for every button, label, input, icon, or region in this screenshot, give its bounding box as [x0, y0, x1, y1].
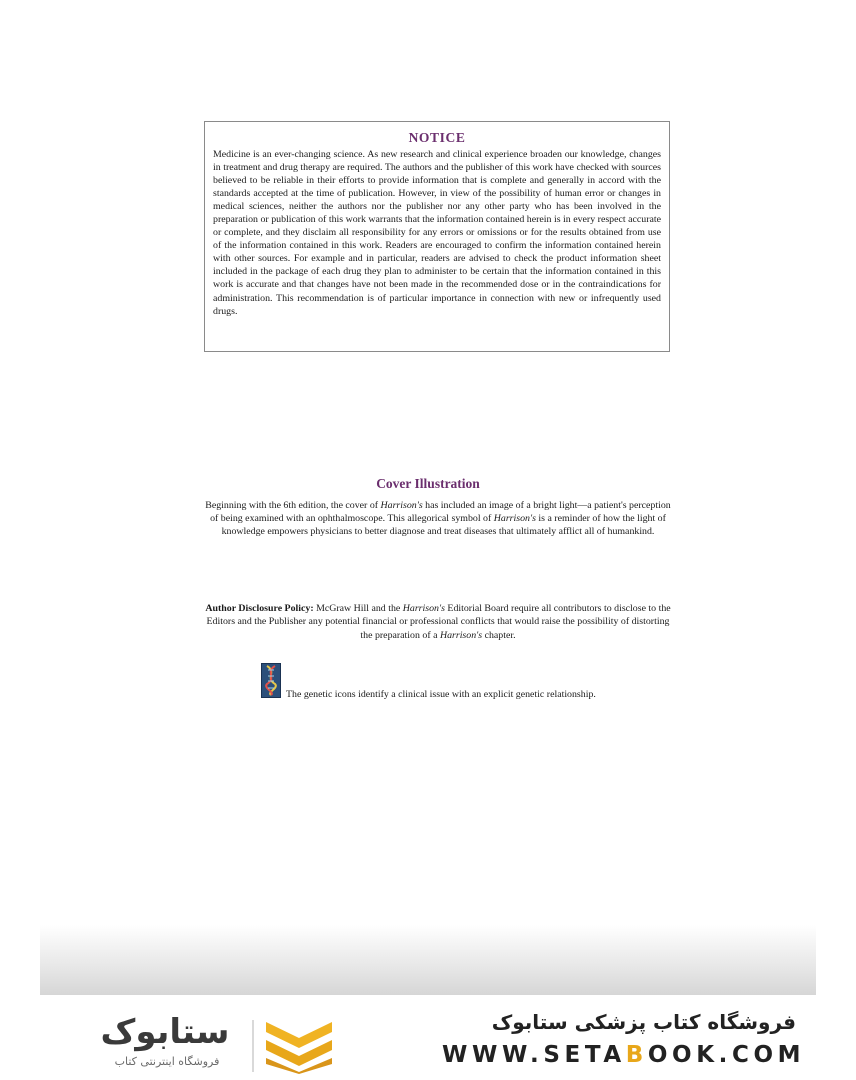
cover-illustration-text	[200, 499, 676, 539]
disclosure-text-part: McGraw Hill and the	[313, 603, 403, 614]
url-highlight: B	[625, 1042, 648, 1068]
genetic-icon-caption: The genetic icons identify a clinical issue with an explicit genetic relationship.	[286, 689, 596, 700]
page-edge-shadow	[40, 925, 816, 995]
harrisons-italic: Harrison's	[402, 603, 445, 614]
harrisons-italic: Harrison's	[493, 513, 536, 525]
disclosure-label: Author Disclosure Policy:	[205, 603, 314, 614]
setabook-logo-text: ستابوک	[100, 1012, 230, 1052]
author-disclosure-policy	[203, 602, 673, 642]
harrisons-italic: Harrison's	[380, 500, 423, 511]
notice-body: Medicine is an ever-changing science. As new research and clinical experience broaden our knowledge, changes in treatment and drug therapy are required. The authors and the publisher of this work have checked with sources believed to be reliable in their efforts to provide information that is complete and generally in accord with the standards accepted at the time of publication. However, in view of the possibility of human error or changes in medical sciences, neither the authors nor the publisher nor any other party who has been involved in the preparation or publication of this work warrants that the information contained herein is in every respect accurate or complete, and they disclaim all responsibility for any errors or omissions or for the results obtained from use of the information contained in this work. Readers are encouraged to confirm the information contained herein with other sources. For example and in particular, readers are advised to check the product information sheet included in the package of each drug they plan to administer to be certain that the information contained in this work is accurate and that changes have not been made in the recommended dose or in the contraindications for administration. This recommendation is of particular importance in connection with new or infrequently used drugs.	[213, 149, 661, 317]
setabook-chevron-logo-icon	[262, 1018, 336, 1074]
logo-divider	[252, 1020, 254, 1072]
dna-helix-icon	[261, 663, 281, 698]
cover-illustration-title: Cover Illustration	[376, 476, 480, 491]
disclosure-text-part: chapter.	[482, 629, 516, 641]
cover-text-part: is a reminder of how the light of knowledge empowers physicians to better diagnose and treat diseases that ultimately afflict all of humankind.	[221, 513, 666, 538]
url-suffix: OOK.COM	[647, 1042, 806, 1068]
cover-text-part: Beginning with the 6th edition, the cover of	[205, 500, 381, 511]
notice-box	[204, 121, 670, 352]
harrisons-italic: Harrison's	[439, 629, 483, 641]
shop-title: فروشگاه کتاب پزشکی ستابوک	[491, 1010, 796, 1034]
url-prefix: WWW.SETA	[442, 1042, 626, 1068]
setabook-logo-subtitle: فروشگاه اینترنتی کتاب	[114, 1055, 220, 1068]
notice-title: NOTICE	[408, 130, 466, 145]
shop-url	[442, 1042, 805, 1068]
cover-text-part: has included an image of a bright light—a patient's perception of being examined with an ophthalmoscope. This allegorical symbol of	[210, 500, 671, 525]
disclosure-text-part: Editorial Board require all contributors to disclose to the Editors and the Publisher any potential financial or professional conflicts that would raise the possibility of distorting the preparation of a	[206, 603, 671, 641]
